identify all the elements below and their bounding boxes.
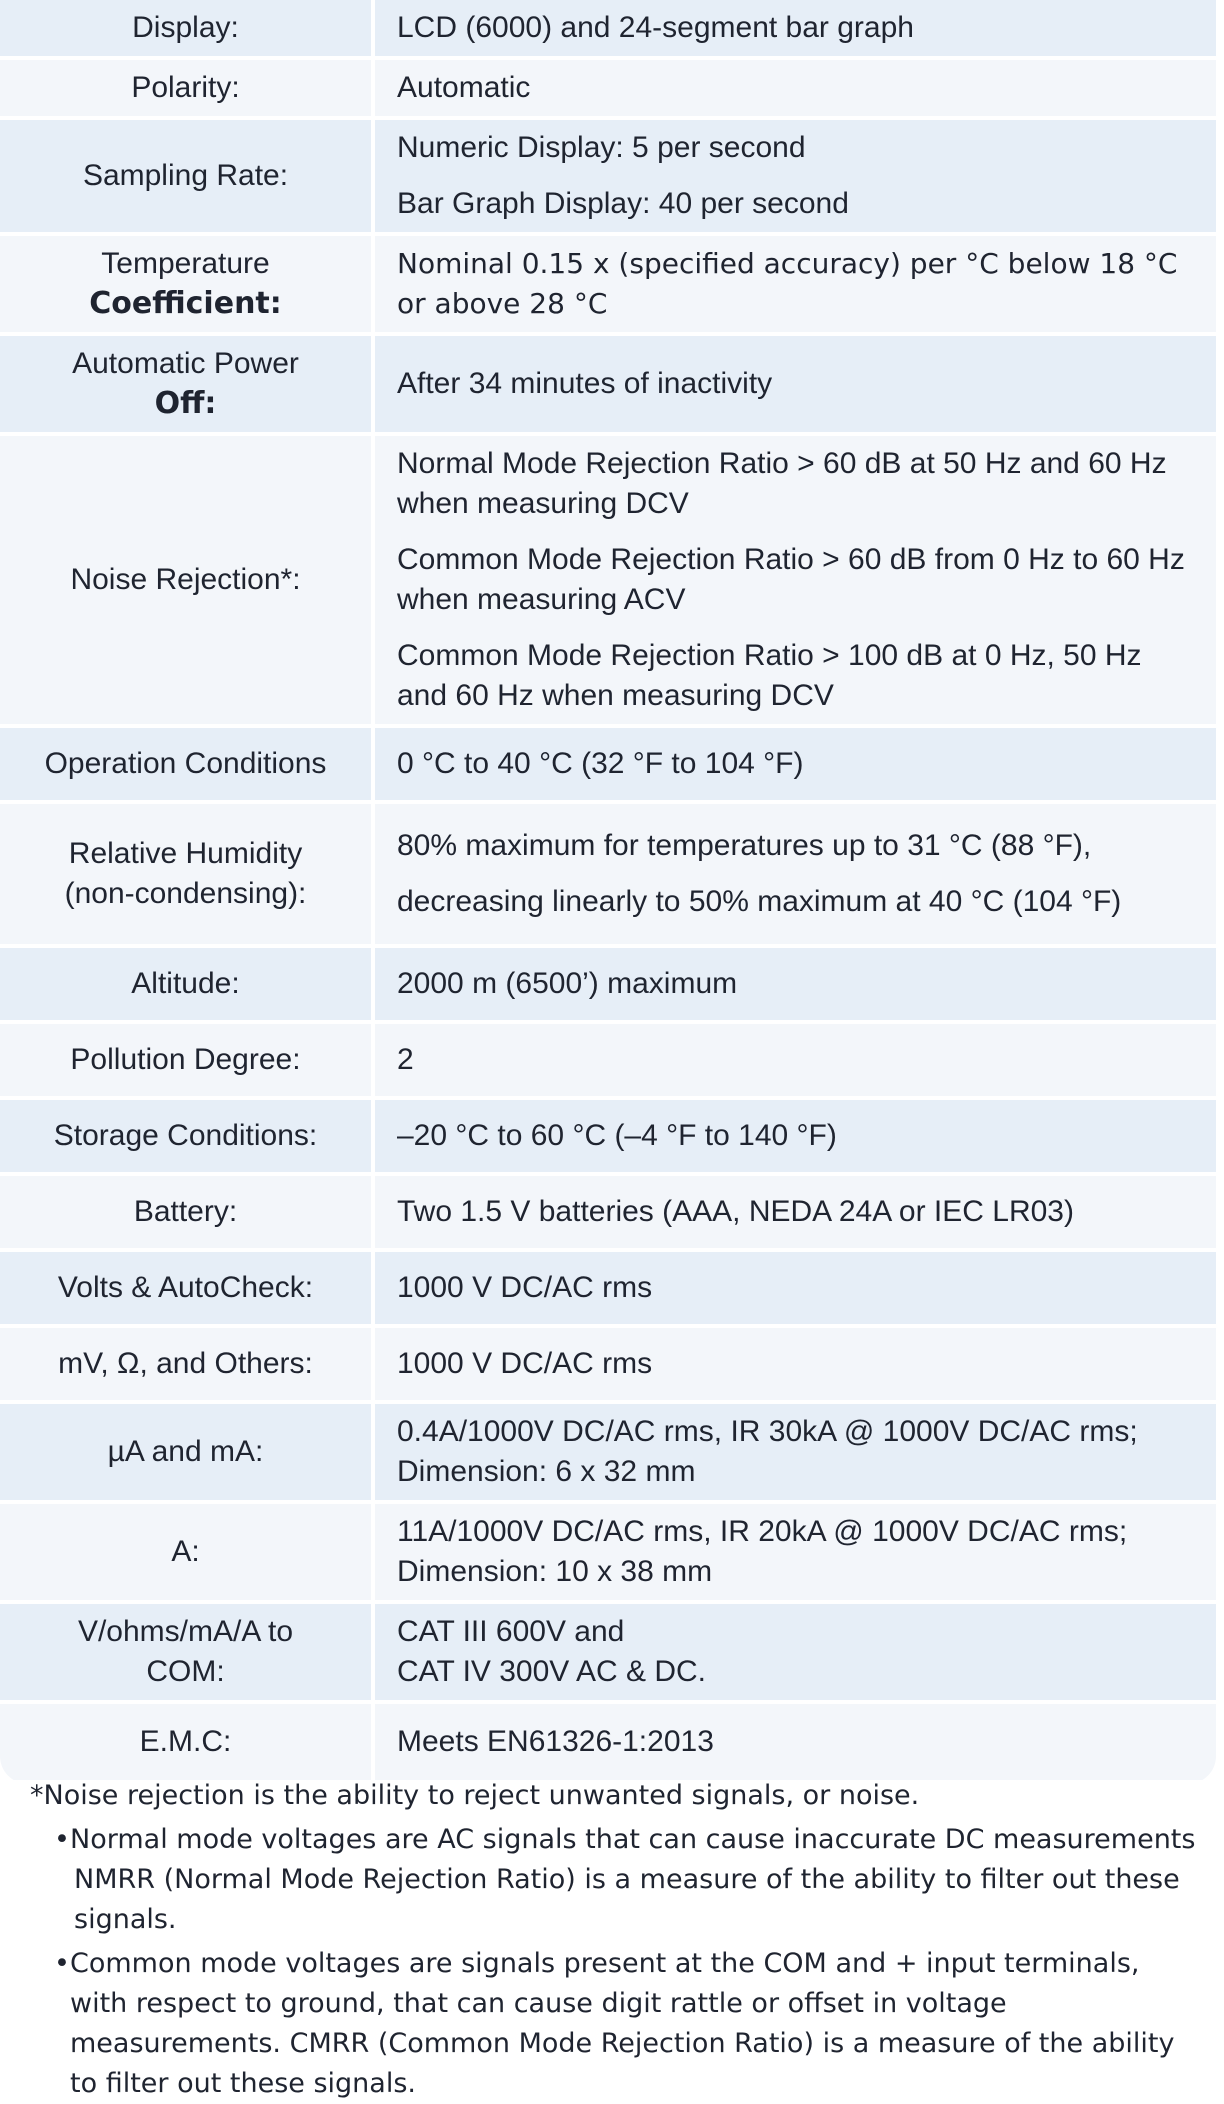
spec-value-line: 0.4A/1000V DC/AC rms, IR 30kA @ 1000V DC/AC rms; Dimension: 6 x 32 mm xyxy=(397,1415,1138,1488)
spec-value-line: –20 °C to 60 °C (–4 °F to 140 °F) xyxy=(397,1119,837,1152)
spec-label: Battery: xyxy=(0,1176,375,1248)
spec-row-operation-conditions xyxy=(0,728,1216,800)
spec-value xyxy=(375,1504,1216,1600)
spec-value-line: 2 xyxy=(397,1043,414,1076)
spec-value xyxy=(375,236,1216,332)
spec-label: mV, Ω, and Others: xyxy=(0,1328,375,1400)
footnote-bullet-subtext: NMRR (Normal Mode Rejection Ratio) is a measure of the ability to filter out these signals. xyxy=(74,1864,1180,1935)
footnote-bullet-normal-mode xyxy=(54,1820,1200,1940)
spec-row-v-ohms-ma-a-to-com xyxy=(0,1604,1216,1700)
spec-value-line: 11A/1000V DC/AC rms, IR 20kA @ 1000V DC/AC rms; Dimension: 10 x 38 mm xyxy=(397,1515,1128,1588)
spec-label: Storage Conditions: xyxy=(0,1100,375,1172)
footnote-bullet-common-mode xyxy=(54,1944,1200,2104)
spec-label-line: (non-condensing): xyxy=(64,877,307,910)
spec-value-line: Common Mode Rejection Ratio > 100 dB at 0 Hz, 50 Hz and 60 Hz when measuring DCV xyxy=(397,639,1142,712)
spec-label-line: V/ohms/mA/A to xyxy=(77,1615,294,1648)
spec-label: µA and mA: xyxy=(0,1404,375,1500)
spec-row-display xyxy=(0,0,1216,56)
spec-value xyxy=(375,804,1216,944)
spec-label xyxy=(0,1604,375,1700)
spec-row-polarity xyxy=(0,60,1216,116)
spec-value-line: Bar Graph Display: 40 per second xyxy=(397,187,849,220)
spec-label xyxy=(0,236,375,332)
spec-value xyxy=(375,120,1216,232)
spec-row-ua-ma xyxy=(0,1404,1216,1500)
spec-label-line: Off: xyxy=(154,386,217,421)
spec-label-line: Coefficient: xyxy=(89,286,282,321)
spec-value-line: 80% maximum for temperatures up to 31 °C (88 °F), xyxy=(397,829,1092,862)
spec-label: Display: xyxy=(0,0,375,56)
spec-value-line: Nominal 0.15 x (specified accuracy) per °C below 18 °C or above 28 °C xyxy=(397,247,1178,320)
footnote-intro: *Noise rejection is the ability to reject unwanted signals, or noise. xyxy=(30,1780,920,1811)
spec-row-altitude xyxy=(0,948,1216,1020)
spec-value-line: Meets EN61326-1:2013 xyxy=(397,1725,714,1758)
spec-label: Pollution Degree: xyxy=(0,1024,375,1096)
spec-value xyxy=(375,948,1216,1020)
spec-value xyxy=(375,1252,1216,1324)
spec-value-line: LCD (6000) and 24-segment bar graph xyxy=(397,11,914,44)
spec-value-line: Normal Mode Rejection Ratio > 60 dB at 50 Hz and 60 Hz when measuring DCV xyxy=(397,447,1167,520)
spec-row-automatic-power-off xyxy=(0,336,1216,432)
spec-row-storage-conditions xyxy=(0,1100,1216,1172)
spec-value-line: After 34 minutes of inactivity xyxy=(397,367,773,400)
spec-value-line: Common Mode Rejection Ratio > 60 dB from 0 Hz to 60 Hz when measuring ACV xyxy=(397,543,1185,616)
spec-label-line: COM: xyxy=(146,1655,225,1688)
spec-row-relative-humidity xyxy=(0,804,1216,944)
spec-label: E.M.C: xyxy=(0,1704,375,1780)
spec-value-line: Automatic xyxy=(397,71,531,104)
spec-label-line: Automatic Power xyxy=(72,347,299,380)
footnote-bullets xyxy=(30,1820,1200,2104)
spec-value-line: Numeric Display: 5 per second xyxy=(397,131,806,164)
spec-row-noise-rejection xyxy=(0,436,1216,724)
spec-label: Sampling Rate: xyxy=(0,120,375,232)
spec-row-temperature-coefficient xyxy=(0,236,1216,332)
spec-row-a xyxy=(0,1504,1216,1600)
spec-value-line: decreasing linearly to 50% maximum at 40 °C (104 °F) xyxy=(397,885,1122,918)
spec-value xyxy=(375,1024,1216,1096)
spec-value xyxy=(375,0,1216,56)
spec-value xyxy=(375,1604,1216,1700)
spec-label: Volts & AutoCheck: xyxy=(0,1252,375,1324)
spec-value xyxy=(375,336,1216,432)
spec-value xyxy=(375,728,1216,800)
spec-row-mv-ohm-others xyxy=(0,1328,1216,1400)
spec-row-volts-autocheck xyxy=(0,1252,1216,1324)
spec-label xyxy=(0,336,375,432)
spec-value-line: Two 1.5 V batteries (AAA, NEDA 24A or IEC LR03) xyxy=(397,1195,1074,1228)
spec-label xyxy=(0,804,375,944)
spec-value-line: 1000 V DC/AC rms xyxy=(397,1347,653,1380)
footnote-bullet-text: • Common mode voltages are signals present at the COM and + input terminals, with respect to ground, that can cause digit rattle or offset in voltage measurements. CMRR (Common Mode Rejection Ratio) is a measure of the ability to filter out these signals. xyxy=(70,1948,1175,2099)
spec-value xyxy=(375,436,1216,724)
spec-row-emc xyxy=(0,1704,1216,1780)
spec-label: Operation Conditions xyxy=(0,728,375,800)
spec-label: Altitude: xyxy=(0,948,375,1020)
spec-value xyxy=(375,1100,1216,1172)
spec-value xyxy=(375,1328,1216,1400)
spec-value-line: 1000 V DC/AC rms xyxy=(397,1271,653,1304)
spec-row-pollution-degree xyxy=(0,1024,1216,1096)
spec-value-line: 0 °C to 40 °C (32 °F to 104 °F) xyxy=(397,747,804,780)
spec-value xyxy=(375,60,1216,116)
spec-label-line: Temperature xyxy=(101,247,270,280)
spec-row-battery xyxy=(0,1176,1216,1248)
spec-row-sampling-rate xyxy=(0,120,1216,232)
spec-label: Polarity: xyxy=(0,60,375,116)
spec-label-line: Relative Humidity xyxy=(68,837,303,870)
spec-label: Noise Rejection*: xyxy=(0,436,375,724)
footnote-bullet-text: • Normal mode voltages are AC signals that can cause inaccurate DC measurements xyxy=(70,1824,1196,1855)
spec-value xyxy=(375,1704,1216,1780)
spec-value xyxy=(375,1404,1216,1500)
footnote-section xyxy=(30,1776,1200,2104)
spec-value-line: 2000 m (6500’) maximum xyxy=(397,967,738,1000)
spec-value-line: CAT III 600V and xyxy=(397,1615,625,1648)
spec-value-line: CAT IV 300V AC & DC. xyxy=(397,1655,707,1688)
spec-value xyxy=(375,1176,1216,1248)
spec-label: A: xyxy=(0,1504,375,1600)
